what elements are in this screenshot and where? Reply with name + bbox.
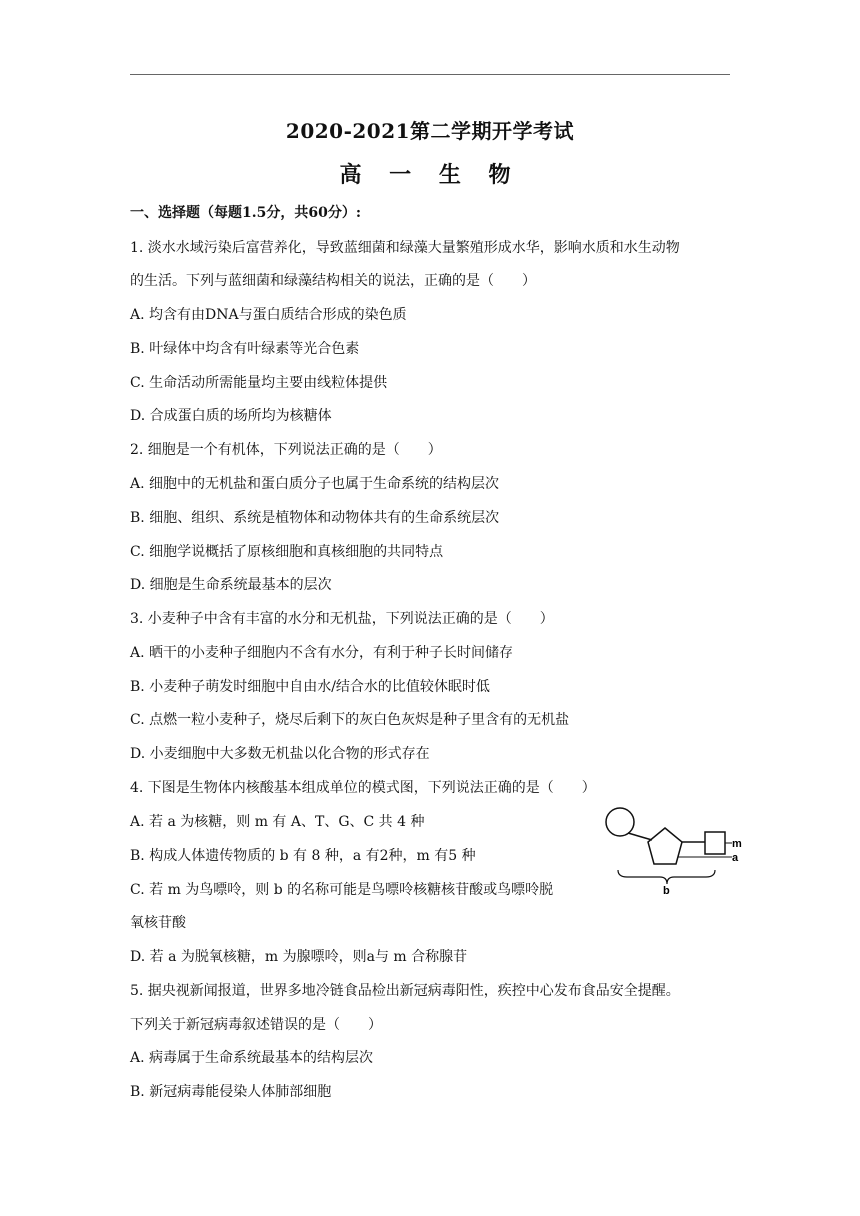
option-line: D. 合成蛋白质的场所均为核糖体: [130, 408, 332, 424]
option-line: A. 若 a 为核糖，则 m 有 A、T、G、C 共 4 种: [130, 814, 425, 830]
label-m: m: [732, 838, 742, 850]
option-line: D. 细胞是生命系统最基本的层次: [130, 577, 332, 593]
label-a: a: [732, 852, 739, 864]
option-line: C. 生命活动所需能量均主要由线粒体提供: [130, 375, 388, 391]
phosphate-circle: [606, 808, 634, 836]
question-line: 3. 小麦种子中含有丰富的水分和无机盐，下列说法正确的是（ ）: [130, 611, 554, 627]
question-line: 4. 下图是生物体内核酸基本组成单位的模式图，下列说法正确的是（ ）: [130, 780, 596, 796]
option-line: D. 若 a 为脱氧核糖，m 为腺嘌呤，则a与 m 合称腺苷: [130, 949, 468, 965]
brace-b: [618, 870, 715, 884]
question-line: 1. 淡水水域污染后富营养化，导致蓝细菌和绿藻大量繁殖形成水华，影响水质和水生动物: [130, 240, 680, 256]
subject-title: 高 一 生 物: [339, 162, 521, 188]
question-line: 2. 细胞是一个有机体，下列说法正确的是（ ）: [130, 442, 442, 458]
exam-title: 2020-2021第二学期开学考试: [285, 119, 575, 143]
option-line: C. 点燃一粒小麦种子，烧尽后剩下的灰白色灰烬是种子里含有的无机盐: [130, 712, 570, 728]
option-line: B. 新冠病毒能侵染人体肺部细胞: [130, 1084, 332, 1100]
option-line: B. 小麦种子萌发时细胞中自由水/结合水的比值较休眠时低: [130, 679, 490, 695]
option-line: 氧核苷酸: [130, 915, 186, 931]
option-line: B. 构成人体遗传物质的 b 有 8 种，a 有2种，m 有5 种: [130, 848, 476, 864]
question-line: 下列关于新冠病毒叙述错误的是（ ）: [130, 1017, 382, 1033]
base-square: [705, 832, 725, 854]
option-line: B. 细胞、组织、系统是植物体和动物体共有的生命系统层次: [130, 510, 500, 526]
pentose-pentagon: [648, 828, 682, 864]
header-rule: [130, 74, 730, 75]
section-heading: 一、选择题（每题1.5分，共60分）:: [130, 205, 362, 221]
phosphate-bond-line: [628, 833, 652, 840]
option-line: C. 若 m 为鸟嘌呤，则 b 的名称可能是鸟嘌呤核糖核苷酸或鸟嘌呤脱: [130, 882, 554, 898]
option-line: D. 小麦细胞中大多数无机盐以化合物的形式存在: [130, 746, 430, 762]
option-line: A. 晒干的小麦种子细胞内不含有水分，有利于种子长时间储存: [130, 645, 514, 661]
label-b: b: [663, 885, 670, 895]
option-line: A. 细胞中的无机盐和蛋白质分子也属于生命系统的结构层次: [130, 476, 500, 492]
nucleotide-diagram: [600, 800, 750, 895]
option-line: A. 病毒属于生命系统最基本的结构层次: [130, 1050, 374, 1066]
option-line: C. 细胞学说概括了原核细胞和真核细胞的共同特点: [130, 544, 444, 560]
option-line: B. 叶绿体中均含有叶绿素等光合色素: [130, 341, 360, 357]
option-line: A. 均含有由DNA与蛋白质结合形成的染色质: [130, 307, 407, 323]
question-line: 5. 据央视新闻报道，世界多地冷链食品检出新冠病毒阳性，疾控中心发布食品安全提醒。: [130, 983, 680, 999]
question-line: 的生活。下列与蓝细菌和绿藻结构相关的说法，正确的是（ ）: [130, 273, 536, 289]
